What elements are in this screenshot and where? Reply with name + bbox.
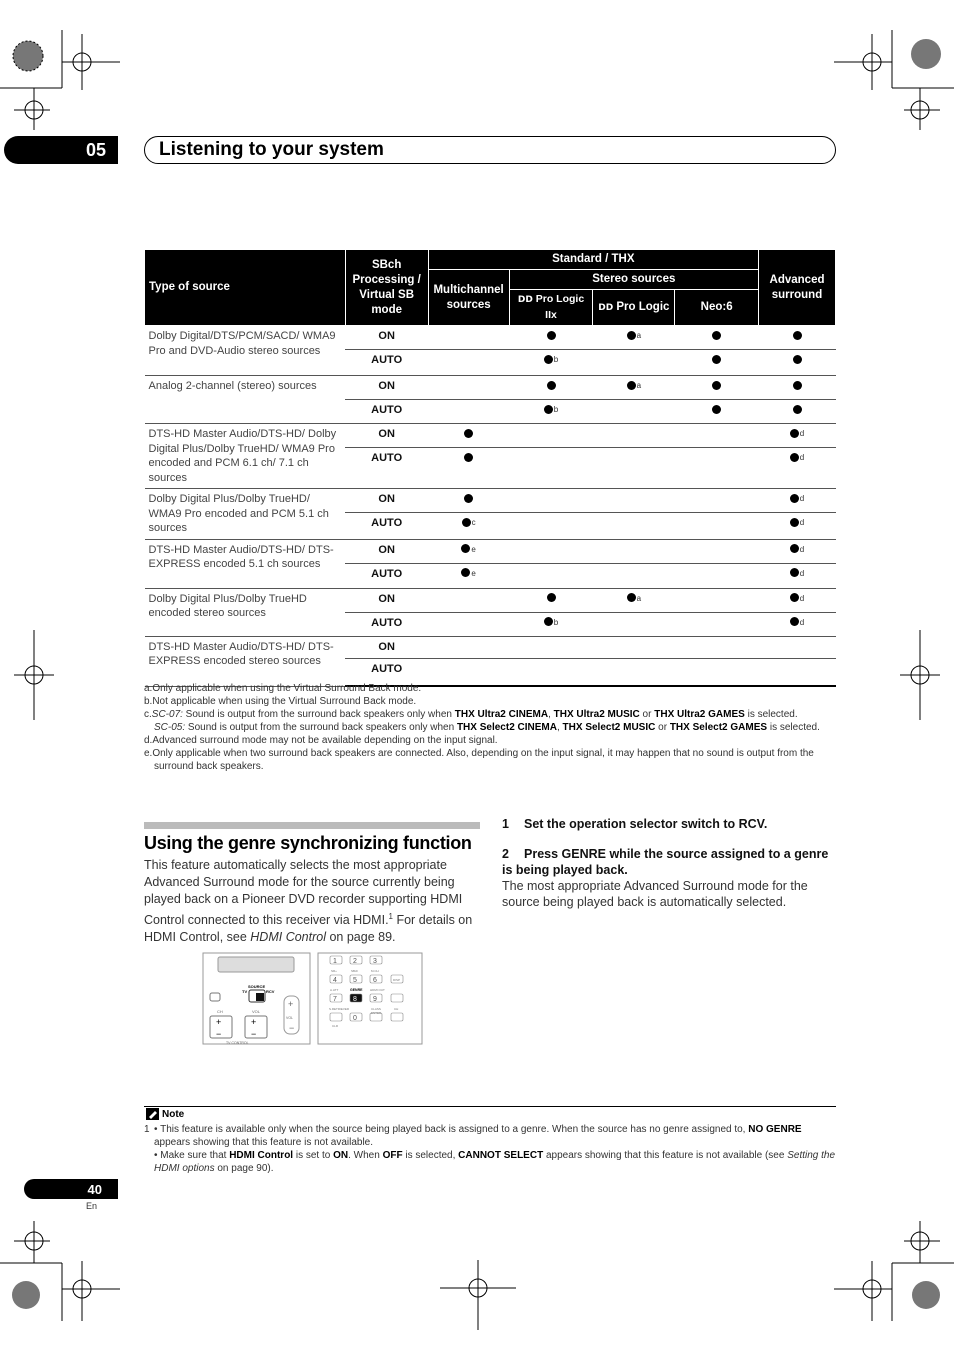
sbch-auto: AUTO <box>345 658 428 686</box>
header-pro-logic-iix: DD Pro Logic IIx <box>509 290 593 326</box>
source-label: DTS-HD Master Audio/DTS-HD/ Dolby Digital Plus/Dolby TrueHD/ WMA9 Pro encoded and PCM 6.1 ch/ 7.1 ch sources <box>145 424 346 489</box>
svg-text:HDMI OUT: HDMI OUT <box>370 988 385 992</box>
note-pencil-icon <box>146 1108 160 1120</box>
remote-tv-control-label: TV CONTROL <box>226 1041 249 1045</box>
svg-text:DISP: DISP <box>393 978 401 982</box>
supported-dot <box>790 494 799 503</box>
source-label: Dolby Digital Plus/Dolby TrueHD encoded stereo sources <box>145 588 346 636</box>
table-row: AUTO $^e$ $^d$ <box>145 563 836 588</box>
sbch-on: ON <box>345 376 428 400</box>
supported-dot <box>712 355 721 364</box>
svg-text:6: 6 <box>373 977 377 984</box>
dolby-logo-icon: DD <box>598 302 614 313</box>
svg-text:CLASS: CLASS <box>371 1007 381 1011</box>
supported-dot <box>547 331 556 340</box>
chapter-title: Listening to your system <box>144 136 836 164</box>
source-label: Dolby Digital/DTS/PCM/SACD/ WMA9 Pro and DVD-Audio stereo sources <box>145 326 346 376</box>
supported-dot <box>793 355 802 364</box>
step-1: 1 Set the operation selector switch to RCV. <box>502 817 768 831</box>
remote-rcv-label: RCV <box>266 989 275 994</box>
source-label: Analog 2-channel (stereo) sources <box>145 376 346 424</box>
section-body: This feature automatically selects the most appropriate Advanced Surround mode for the source currently being played back on a Pioneer DVD recorder supporting HDMI Control connected to this receiver via HDMI.$^1$ For details on HDMI Control, see HDMI Control on page 89. <box>144 858 473 945</box>
sbch-on: ON <box>345 326 428 350</box>
sbch-on: ON <box>345 424 428 448</box>
table-row: DTS-HD Master Audio/DTS-HD/ Dolby Digital Plus/Dolby TrueHD/ WMA9 Pro encoded and PCM 6.1 ch/ 7.1 ch sources ON $^d$ <box>145 424 836 448</box>
steps <box>502 816 836 910</box>
svg-text:M.CH: M.CH <box>371 969 379 973</box>
svg-text:CH: CH <box>394 1007 399 1011</box>
svg-text:5: 5 <box>353 977 357 984</box>
svg-text:0: 0 <box>353 1015 357 1022</box>
table-row: DTS-HD Master Audio/DTS-HD/ DTS-EXPRESS encoded 5.1 ch sources ON $^e$ $^d$ <box>145 539 836 563</box>
svg-text:SR+: SR+ <box>331 969 337 973</box>
svg-text:+: + <box>251 1017 257 1027</box>
supported-dot <box>793 381 802 390</box>
supported-dot <box>790 518 799 527</box>
remote-control-illustration <box>202 951 424 1050</box>
footnote-e: e.Only applicable when two surround back speakers are connected. Also, depending on the input signal, it may happen that no sound is output from the surround back speakers. <box>144 748 814 772</box>
supported-dot <box>547 593 556 602</box>
supported-dot <box>547 381 556 390</box>
table-row <box>145 636 836 658</box>
remote-source-label: SOURCE <box>248 984 266 989</box>
header-multichannel: Multichannel sources <box>428 270 509 326</box>
sbch-auto: AUTO <box>345 400 428 424</box>
header-standard-thx: Standard / THX <box>428 250 758 270</box>
footnote-a: a.Only applicable when using the Virtual Surround Back mode. <box>144 683 422 694</box>
chapter-number: 05 <box>4 136 118 164</box>
header-sbch: SBch Processing / Virtual SB mode <box>345 250 428 326</box>
table-row: AUTO $^b$ <box>145 350 836 376</box>
section-title: Using the genre synchronizing function <box>144 833 472 853</box>
crop-mark-bottom-right <box>824 1221 954 1351</box>
svg-text:−: − <box>251 1029 257 1039</box>
remote-vol-label: VOL <box>252 1009 261 1014</box>
footnote-d: d.Advanced surround mode may not be available depending on the input signal. <box>144 735 498 746</box>
supported-dot <box>544 355 553 364</box>
sbch-on: ON <box>345 489 428 513</box>
note-body: 1 • This feature is available only when the source being played back is assigned to a genre. When the source has no genre assigned to, NO GENRE appears showing that this feature is not available. • Make sure that HDMI Control is set to ON. When OFF is selected, CANNOT SELECT appears showing that this feature is not available (see Setting the HDMI options on page 90). <box>144 1124 836 1174</box>
operation-selector-switch <box>256 993 264 1001</box>
crop-mark-mid-left <box>0 630 60 720</box>
header-stereo-sources: Stereo sources <box>509 270 758 290</box>
svg-text:4: 4 <box>333 977 337 984</box>
table-row: Dolby Digital/DTS/PCM/SACD/ WMA9 Pro and DVD-Audio stereo sources ON $^a$ <box>145 326 836 350</box>
supported-dot <box>544 405 553 414</box>
header-pro-logic: DD Pro Logic <box>593 290 675 326</box>
svg-text:7: 7 <box>333 996 337 1003</box>
crop-mark-bottom-left <box>0 1221 130 1351</box>
supported-dot <box>544 617 553 626</box>
supported-dot <box>712 381 721 390</box>
header-advanced-surround: Advanced surround <box>759 250 836 326</box>
svg-text:−: − <box>216 1029 222 1039</box>
crop-mark-top-left <box>0 0 130 130</box>
footnote-c: c.SC-07: Sound is output from the surround back speakers only when THX Ultra2 CINEMA, THX Ultra2 MUSIC or THX Ultra2 GAMES is selected. <box>144 709 798 720</box>
supported-dot <box>464 429 473 438</box>
source-label: Dolby Digital Plus/Dolby TrueHD/ WMA9 Pro encoded and PCM 5.1 ch sources <box>145 489 346 540</box>
remote-ch-label: CH <box>217 1009 223 1014</box>
footnote-c-sc05: SC-05: Sound is output from the surround back speakers only when THX Select2 CINEMA, THX Select2 MUSIC or THX Select2 GAMES is selected. <box>154 722 820 733</box>
table-row: AUTO $^c$ $^d$ <box>145 513 836 539</box>
supported-dot <box>712 405 721 414</box>
supported-dot <box>462 518 471 527</box>
remote-genre-label: GENRE <box>350 988 363 992</box>
svg-text:3: 3 <box>373 958 377 965</box>
note-rule <box>144 1106 836 1107</box>
supported-dot <box>790 593 799 602</box>
dolby-logo-icon: DD <box>517 295 533 305</box>
svg-text:−: − <box>289 1023 295 1033</box>
table-row: Dolby Digital Plus/Dolby TrueHD encoded stereo sources ON $^a$ $^d$ <box>145 588 836 612</box>
supported-dot <box>793 405 802 414</box>
supported-dot <box>790 568 799 577</box>
listening-mode-table <box>144 249 836 687</box>
supported-dot <box>627 331 636 340</box>
header-type-of-source: Type of source <box>145 250 346 326</box>
sbch-on: ON <box>345 636 428 658</box>
table-row: Analog 2-channel (stereo) sources ON $^a$ <box>145 376 836 400</box>
svg-text:8: 8 <box>353 996 357 1003</box>
supported-dot <box>461 568 470 577</box>
svg-text:1: 1 <box>333 958 337 965</box>
supported-dot <box>790 453 799 462</box>
table-footnotes <box>144 682 836 773</box>
source-label: DTS-HD Master Audio/DTS-HD/ DTS-EXPRESS encoded stereo sources <box>145 636 346 686</box>
page-number: 40 <box>24 1179 118 1199</box>
svg-text:+: + <box>288 999 294 1009</box>
table-row: AUTO $^b$ <box>145 400 836 424</box>
svg-text:S.RETRIEVER: S.RETRIEVER <box>329 1007 350 1011</box>
footnote-b: b.Not applicable when using the Virtual Surround Back mode. <box>144 696 417 707</box>
svg-text:+: + <box>216 1017 222 1027</box>
supported-dot <box>790 429 799 438</box>
sbch-auto: AUTO <box>345 612 428 636</box>
step-2: 2 Press GENRE while the source assigned to a genre is being played back. <box>502 847 829 877</box>
svg-text:2: 2 <box>353 958 357 965</box>
sbch-auto: AUTO <box>345 448 428 489</box>
step-2-description: The most appropriate Advanced Surround mode for the source being played back is automatically selected. <box>502 879 808 909</box>
crop-mark-bottom-center <box>440 1260 520 1330</box>
svg-text:ENTER: ENTER <box>371 1011 382 1015</box>
sbch-auto: AUTO <box>345 350 428 376</box>
supported-dot <box>790 617 799 626</box>
table-row: AUTO $^b$ $^d$ <box>145 612 836 636</box>
page-language: En <box>86 1201 98 1211</box>
supported-dot <box>627 381 636 390</box>
supported-dot <box>793 331 802 340</box>
svg-text:CLR: CLR <box>332 1024 339 1028</box>
crop-mark-mid-right <box>894 630 954 720</box>
table-row: Dolby Digital Plus/Dolby TrueHD/ WMA9 Pro encoded and PCM 5.1 ch sources ON $^d$ <box>145 489 836 513</box>
svg-text:VOL: VOL <box>286 1016 294 1020</box>
sbch-auto: AUTO <box>345 563 428 588</box>
supported-dot <box>464 494 473 503</box>
supported-dot <box>461 544 470 553</box>
sbch-auto: AUTO <box>345 513 428 539</box>
supported-dot <box>712 331 721 340</box>
svg-text:SBch: SBch <box>351 969 359 973</box>
svg-text:9: 9 <box>373 996 377 1003</box>
supported-dot <box>627 593 636 602</box>
table-row: AUTO $^d$ <box>145 448 836 489</box>
source-label: DTS-HD Master Audio/DTS-HD/ DTS-EXPRESS encoded 5.1 ch sources <box>145 539 346 588</box>
sbch-on: ON <box>345 539 428 563</box>
supported-dot <box>790 544 799 553</box>
svg-text:A.ATT: A.ATT <box>330 988 339 992</box>
sbch-on: ON <box>345 588 428 612</box>
section-bar <box>144 822 480 829</box>
crop-mark-top-right <box>824 0 954 130</box>
header-neo6: Neo:6 <box>675 290 759 326</box>
note-heading: Note <box>146 1108 184 1120</box>
supported-dot <box>464 453 473 462</box>
remote-tv-label: TV <box>242 989 248 994</box>
